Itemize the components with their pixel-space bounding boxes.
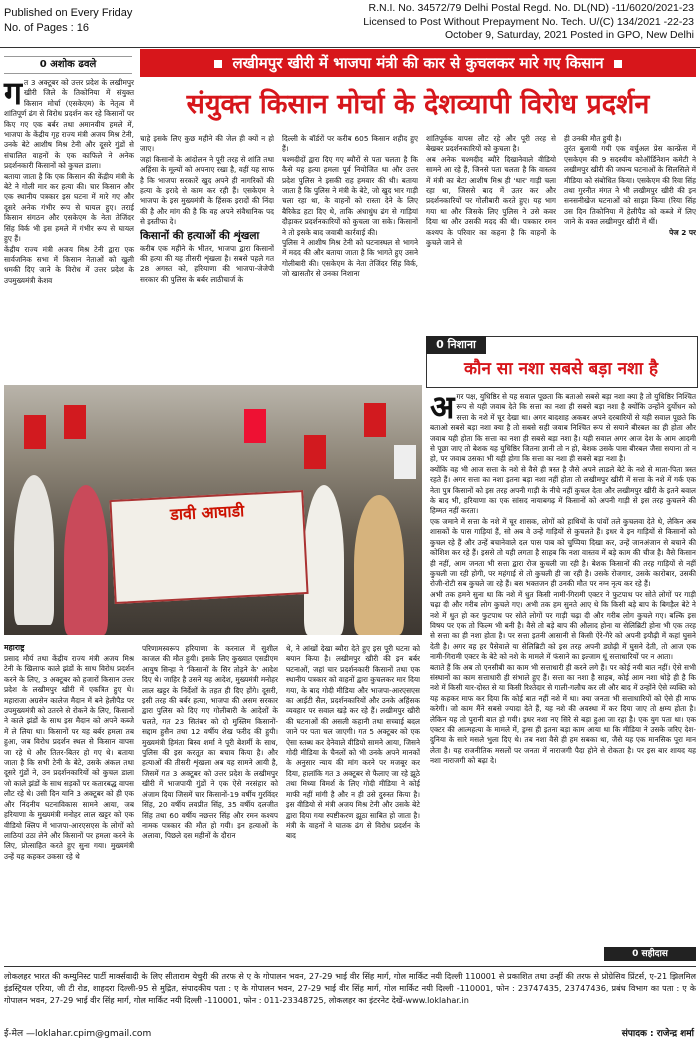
article-column-4 xyxy=(426,134,556,332)
masthead-left xyxy=(4,6,132,36)
masthead-right xyxy=(363,2,694,43)
protest-photo xyxy=(4,385,422,635)
square-bullet-icon xyxy=(614,60,622,68)
nishana-para-2: क्योंकि वह भी आज सत्ता के नशे से वैसे ही त्रस्त है जैसे अपने लाडले बेटे के नशे से माता-पिता त्रस्त रहते हैं। अगर सत्ता का नशा इतना बड़ा नशा नहीं होता तो लखीमपुर खीरी में सत्ता के नशे में गर्क एक नेता पुत्र किसानों को इस तरह अपनी गाड़ी के नीचे नहीं कुचल देता और लखीमपुर खीरी के इतने बवाल के बाद भी, हरियाणा का एक सांसद नायाबगढ़ में किसानों को अपनी गाड़ी से इस तरह कुचलने की हिम्मत नहीं करता। xyxy=(430,464,696,516)
drop-cap: ग xyxy=(4,74,23,112)
license-line: Licensed to Post Without Prepayment No. Tech. U/(C) 134/2021 -22-23 xyxy=(363,15,694,28)
article-column-2 xyxy=(140,134,274,380)
nishana-tag: 0 निशाना xyxy=(426,336,486,354)
nishana-body xyxy=(430,392,696,944)
main-headline: संयुक्त किसान मोर्चा के देशव्यापी विरोध प्रदर्शन xyxy=(186,89,650,120)
col3-para-3: करीब एक महीने के भीतर, भाजपा द्वारा किसानों की हत्या की यह तीसरी शृंखला है। सबसे पहले गत 28 अगस्त को, हरियाणा की भाजपा-जेजेपी सरकार की पुलिस के बर्बर लाठीचार्ज के xyxy=(140,243,274,284)
subheading: किसानों की हत्याओं की शृंखला xyxy=(140,229,260,242)
col5-para-1: शांतिपूर्वक वापस लौट रहे और पूरी तरह से बेखबर प्रदर्शनकारियों को कुचला है। xyxy=(426,134,556,154)
registration-line: R.N.I. No. 34572/79 Delhi Postal Regd. No. DL(ND) -11/6020/2021-23 xyxy=(368,2,694,14)
article-column-1 xyxy=(4,74,134,286)
article-column-3 xyxy=(282,134,418,382)
lower-col1-text: प्रसाद मौर्य तथा केंद्रीय राज्य मंत्री अजय मिश्र टेनी के खिलाफ काले झंडों के साथ विरोध प्रदर्शन करने के लिए, 3 अक्टूबर को हजारों किसान उत्तर प्रदेश के लखीमपुर खीरी में एकत्रित हुए थे। महाराजा अग्रसेन कालेज मैदान में बने हेलीपैड पर उपमुख्यमंत्री को उतरने से रोकने के लिए, किसानों ने काले झंडों के साथ इस मैदान को अपने कब्जे में ले लिया था। किसानों पर यह बर्बर हमला तब हुआ, जब विरोध प्रदर्शन स्थल से किसान वापस जा रहे थे और तितर-बितर हो गए थे। बताया जाता है कि सभी टेनी के बेटे, उसके अंकल तथा दूसरे गुंडों ने, उन प्रदर्शनकारियों को कुचल डाला जो काले झंडों के साथ सड़कों पर कतारबद्ध वापस लौट रहे थे। उसी दिन यानि 3 अक्टूबर को ही एक और निंदनीय घटनाविकास सामने आया, जब हरियाणा के मुख्यमंत्री मनोहर लाल खट्टर को एक वीडियो क्लिप में भाजपा-आरएसएस के लोगों को लाठियां उठा लेने और किसानों पर हमला करने के लिए, प्रोत्साहित करते हुए सुना गया। मुख्यमंत्री उन्हें यह कहकर उकसा रहे थे xyxy=(4,654,134,861)
red-flag-icon xyxy=(304,435,326,469)
col4-para-2: चश्मदीदों द्वारा दिए गए ब्यौरों से पता चलता है कि कैसे यह हत्या हमला पूर्व नियोजित था और उत्तर प्रदेश पुलिस ने इसकी राह हमवार की थी। बताया जाता है कि पुलिस ने मंत्री के बेटे, जो खुद भार गाड़ी चला रहा था, के वाहनों को रास्ता देने के लिए बैरिकेड हटा दिए थे, ताकि अंधाधुंध ढंग से गाड़ियां दौड़ाकर प्रदर्शनकारियों को कुचला जा सके। किसानों ने तो इसके बाद जवाबी कार्रवाई की। xyxy=(282,154,418,237)
editor-credit: संपादक : राजेन्द्र शर्मा xyxy=(621,1029,694,1039)
nishana-para-5: बताते हैं कि अब तो एनसीबी का काम भी सत्ताधारी ही करने लगे हैं। पर कोई नयी बात नहीं। ऐसे सभी संस्थानों का काम सत्ताधारी ही संभाले हुए हैं। सत्ता का नशा है साहब, कोई आम नशा थोड़े ही है कि नशे में किसी यार-दोस्त से या किसी रिश्तेदार से गाली-गलौच कर ली और बाद में उन्होंने ऐसे व्यक्ति को यह कहकर माफ कर दिया कि कोई बात नहीं नशे में था। क्या जनता भी सत्ताधारियों को ऐसे ही माफ करेगी। जो काम मैंने सबसे ज्यादा देते हैं, यह नशे की अवस्था में कर दिया जाए तो क्षम्य होता है। लेकिन यह तो पुरानी बात हो गयी। इधर नशा नए सिरे से बड़ा हुआ जा रहा है। एक युग पता था। एक एक्टर की आत्महत्या के मामले में, ड्रग्स ही इतना बड़ा काम आया था कि मीडिया ने उसके जरिए देश-दुनिया के सारे मसले भुला दिए थे। तब नशा वैसे ही हम सबका था, जैसे यह एक मानसिक पूरा मान लेता है। यह राजनीतिक मसलों पर जनता में नाराजगी पैदा होने से रोकता है। पर इस बार शायद यह नशा नाराजगी को बढ़ा दे। xyxy=(430,662,696,766)
col1-para-1: त 3 अक्टूबर को उत्तर प्रदेश के लखीमपुर खीरी जिले के तिकोनिया में संयुक्त किसान मोर्चा (एसकेएम) के नेतृत्व में शांतिपूर्ण ढंग से विरोध प्रदर्शन कर रहे किसानों पर किए गए एक बर्बर तथा अमानवीय हमले में, भाजपा के केंद्रीय गृह राज्य मंत्री अजय मिश्र टेनी, उनके बेटे आशीष मिश्र टेनी और दूसरे गुंडों से संचालित वाहनों के एक काफिले ने अनेक प्रदर्शनकारी किसानों को कुचल डाला। xyxy=(4,78,134,171)
protester-figure xyxy=(64,485,108,635)
author-byline: 0 अशोक ढवले xyxy=(4,56,132,74)
nishana-byline: 0 सहीदास xyxy=(604,947,696,961)
red-flag-icon xyxy=(64,405,86,439)
continued-on: पेज 2 पर xyxy=(669,227,696,237)
col4-para-3: पुलिस ने आशीष मिश्र टेनी को घटनास्थल से भागने में मदद की और बताया जाता है कि भागते हुए उसने गोलीबारी की। एसकेएम के नेता तेजिंदर सिंह विर्क, जो खासतौर से उनका निशाना xyxy=(282,238,418,279)
col5-para-2: अब अनेक चश्मदीद ब्यौरे दिखानेवाले वीडियो सामने आ रहे हैं, जिनसे पता चलता है कि वास्तव में मंत्री का बेटा आशीष मिश्र ही 'थार' गाड़ी चला रहा था, जिससे बाद में उतर कर और प्रदर्शनकारियों पर गोलीबारी करते हुए। यह भाग गया था और जिसके लिए पुलिस ने उसे कवर दिया था और उसकी मदद की थी। पत्रकार रमन कश्यप के परिवार का कहना है कि वाहनों के कुचले जाने से xyxy=(426,154,556,248)
date-line: October 9, Saturday, 2021 Posted in GPO, New Delhi xyxy=(444,29,694,41)
protester-figure xyxy=(304,485,344,635)
top-headline: लखीमपुर खीरी में भाजपा मंत्री की कार से कुचलकर मारे गए किसान xyxy=(232,54,604,72)
lower-column-2 xyxy=(142,644,278,960)
red-flag-icon xyxy=(364,403,386,437)
protester-figure xyxy=(354,495,404,635)
page-count: No. of Pages : 16 xyxy=(4,22,89,34)
imprint-text: लोकलहर भारत की कम्युनिस्ट पार्टी मार्क्सवादी के लिए सीताराम येचुरी की तरफ से ए के गोपालन भवन, 27-29 भाई वीर सिंह मार्ग, गोल मार्किट नयी दिल्ली 110001 से प्रकाशित तथा उन्हीं की तरफ से प्रोग्रेसिव प्रिंटर्स, ए-21 झिलमिल इंडस्ट्रियल एरिया, जी टी रोड, शाहदरा दिल्ली-95 से मुद्रित, संपादकीय पता : ए के गोपालन भवन, 27-29 भाई वीर सिंह मार्ग, गोल मार्किट नयी दिल्ली -110001, फोन : 23747435, 23747436, प्रबंध विभाग का पता : ए के गोपालन भवन, 27-29 भाई वीर सिंह मार्ग, गोल मार्किट नयी दिल्ली -110001, फोन : 011-23348725, लोकलहर का इंटरनेट देखें-www.loklahar.in xyxy=(4,971,696,1005)
article-column-5 xyxy=(564,134,696,334)
nishana-title: कौन सा नशा सबसे बड़ा नशा है xyxy=(463,359,659,379)
col3-para-2: जहां किसानों के आंदोलन ने पूरी तरह से शांति तथा अहिंसा के मूल्यों को अपनाए रखा है, वहीं यह साफ है कि भाजपा सरकारें खुद अपने ही नागरिकों की हत्या के इरादे से काम कर रही हैं। एसकेएम ने भाजपा के इस मुख्यमंत्री के हिंसक इरादों की निंदा की है और मांग की है कि वह अपने संवैधानिक पद से इस्तीफा दे। xyxy=(140,154,274,227)
red-flag-icon xyxy=(24,415,46,449)
col3-para-1: चाहे इसके लिए कुछ महीने की जेल ही क्यों न हो जाए। xyxy=(140,134,274,154)
col4-para-1: दिल्ली के बॉर्डरों पर करीब 605 किसान शहीद हुए हैं। xyxy=(282,134,418,154)
lower-column-3 xyxy=(286,644,420,960)
lower-column-1 xyxy=(4,654,134,960)
nishana-para-1: गर पक्ष, युधिष्ठिर से यह सवाल पूछता कि बताओ सबसे बड़ा नशा क्या है तो युधिष्ठिर निश्चित रूप से यही जवाब देते कि सत्ता का नशा ही सबसे बड़ा नशा है क्योंकि उन्होंने दुर्योधन को सत्ता के नशे में चूर देखा था। अगर बादशाह अकबर अपने दरबारियों से यही सवाल पूछते कि बताओ सबसे बड़ा नशा क्या है तो सबसे सही जवाब निश्चित रूप से सयाने बीरबल का ही होता और जवाब यही होता कि सत्ता का नशा ही सबसे बड़ा नशा है। यही सवाल अगर आज देश के आम आदमी से पूछा जाए तो बेशक यह युधिष्ठिर जितना ज्ञानी तो न हो, बेशक उसके पास बीरबल जैसा सयाना तो न हो, पर जवाब उसका भी यही होगा कि सत्ता का नशा ही सबसे बड़ा नशा है। xyxy=(430,392,696,464)
nishana-drop-cap: अ xyxy=(430,392,455,426)
protester-figure xyxy=(14,475,54,625)
imprint xyxy=(4,966,696,1006)
banner-text: डावी आघाडी xyxy=(169,501,245,524)
square-bullet-icon xyxy=(214,60,222,68)
imprint-email: ई-मेल —loklahar.cpim@gmail.com xyxy=(4,1029,152,1039)
lower-col3-text: थे, ने आंखों देखा ब्यौरा देते हुए इस पूरी घटना को बयान किया है। लखीमपुर खीरी की इन बर्बर घटनाओं, जहां चार प्रदर्शनकारी किसानों तथा एक स्थानीय पत्रकार को वाहनों द्वारा कुचलकर मार दिया गया, के बाद गोदी मीडिया और भाजपा-आरएसएस का आईटी सैल, प्रदर्शनकारियों और उनके अहिंसक व्यवहार पर सवाल खड़े कर रहे हैं। लखीमपुर खीरी की घटनाओं की असली कहानी तथा सच्चाई बदल जाने पर पता चल जाएगी। गत 5 अक्टूबर को एक ऐसा स्तब्ध कर देनेवाले वीडियो सामने आया, जिसने गोदी मीडिया के चैनलों को भी उनके अपने मानकों के अनुसार न्याय की मांग करने पर मजबूर कर दिया, हालांकि गत 3 अक्टूबर से फैलाए जा रहे झूठे तथा मिथ्या विमर्श के लिए गोदी मीडिया ने कोई माफी नहीं मांगी है और न ही उसे दुरुस्त किया है। इस वीडियो से मंत्री अजय मिश्र टेनी और उसके बेटे द्वारा दिया गया स्पष्टीकरण झूठा साबित हो जाता है। मंत्री के वाहनों ने घातक ढंग से विरोध प्रदर्शन के बाद xyxy=(286,644,420,841)
col1-para-3: केंद्रीय राज्य मंत्री अजय मिश्र टेनी द्वारा एक सार्वजनिक सभा में किसान नेताओं को खुली धमकी दिए जाने के विरोध में उत्तर प्रदेश के उपमुख्यमंत्री केशव xyxy=(4,244,134,285)
col6-para-2: तुरंत बुलायी गयी एक वर्चुअल प्रेस कान्फ्रेंस में एसकेएम की 9 सदस्यीय कोऑर्डिनेशन कमेटी ने लखीमपुर खीरी की जघन्य घटनाओं के सिलसिले में मीडिया को संबोधित किया। एसकेएम की रिवा सिंह तथा गुरनीत मंगत ने भी लखीमपुर खीरी की इन सनसनीखेज घटनाओं को साझा किया (रिया सिंह उस दिन तिकोनिया में हेलीपैड को कब्जे में लिए जाने के वक्त लखीमपुर खीरी में थीं। xyxy=(564,144,696,227)
red-flag-icon xyxy=(244,409,266,443)
col1-para-2: बताया जाता है कि एक किसान की केंद्रीय मंत्री के बेटे ने गोली मार कर हत्या की। चार किसान और एक स्थानीय पत्रकार इस घटना में मारे गए और दूसरे अनेक गंभीर रूप से घायल हुए। तराई किसान संगठन और एसकेएम के नेता तेजिंदर सिंह विर्क भी इस हमले में गंभीर रूप से घायल हुए हैं। xyxy=(4,171,134,244)
top-headline-bar xyxy=(140,49,696,77)
photo-caption: महाराष्ट्र xyxy=(4,643,25,652)
published-frequency: Published on Every Friday xyxy=(4,7,133,19)
white-flag-icon xyxy=(394,445,416,479)
protest-banner xyxy=(109,490,308,604)
col6-para-1: ही उनकी मौत हुयी है। xyxy=(564,134,622,143)
lower-col2-text: परिणामस्वरूप हरियाणा के करनाल में सुशील काजल की मौत हुयी। इसके लिए कुख्यात एसडीएम आयुष सिन्हा ने 'किसानों के सिर तोड़ने के' आदेश दिए थे। जाहिर है उसने यह आदेश, मुख्यमंत्री मनोहर लाल खट्टर के निर्देशों के तहत ही दिए होंगे। दूसरी, इसी तरह की बर्बर हत्या, भाजपा की असम सरकार द्वारा पुलिस को दिए गए गोलीबारी के आदेशों के चलते, गत 23 सितंबर को दो मुस्लिम किसानों-सद्दाम हुसैन तथा 12 वर्षीय शेख फरीद की हुयी। मुख्यमंत्री हिमंता बिस्व शर्मा ने पूरी बेशर्मी के साथ, पुलिस की इस करतूत का बचाव किया है। और हत्याओं की तीसरी शृंखला अब यह सामने आयी है, जिसमें गत 3 अक्टूबर को उत्तर प्रदेश के लखीमपुर खीरी में भाजपायी गुंडों ने एक ऐसे नरसंहार को अंजाम दिया जिसमें चार किसानों-19 वर्षीय गुरविंदर सिंह, 20 वर्षीय लवप्रीत सिंह, 35 वर्षीय दलजीत सिंह तथा 60 वर्षीय नछत्तर सिंह और रमन कश्यप नामक पत्रकार की मौत हो गयी। इन हत्याओं के अलावा, पिछले दस महीनों के दौरान xyxy=(142,644,278,841)
nishana-para-4: अभी तक हमने सुना था कि नशे में धुत किसी नामी-गिरामी एक्टर ने फुटपाथ पर सोते लोगों पर गाड़ी चढ़ा दी और गरीब लोग कुचले गए। अभी तक हम सुनते आए थे कि किसी बड़े बाप के बिगड़ैल बेटे ने नशे में धुत हो कर फुटपाथ पर सोते लोगों पर गाड़ी चढ़ा दी और गरीब लोग कुचले गए। बल्कि इस विषय पर एक तो फिल्म भी बनी है। वैसे तो बड़े बाप की औलाद होना या सेलिब्रिटी होना भी एक तरह से सत्ता का ही नशा होता है। पर सत्ता इतनी आसानी से किसी ऐरे-गैरे को अपनी इयौढ़ी में कहां घुसने देती है। अगर वह हर पैसेवाले या सेलिब्रिटी को इस तरह अपनी ड्योढ़ी में घुसने देती, तो आज एक नामी-गिरामी एक्टर के बेटे को नशे के मामले में फंसाने का इल्जाम धूं सत्ताधारियों पर न आता। xyxy=(430,589,696,662)
nishana-para-3: एक जमाने में सत्ता के नशे में चूर शासक, लोगों को हाथियों के पांवों तले कुचलवा देते थे, लेकिन अब शासकों के पास गाड़ियां हैं, सो अब वे उन्हें गाड़ियों से कुचलते हैं। इधर वे इन गाड़ियों से किसानों को कुचल रहे हैं और उन्हें बचानेवाले दल पास पाब को चुप्पिया दिखा कर, उन्हें जानअंजान से बचाने की कोशिश कर रहे हैं। इससे तो यही लगता है साहब कि नशा वास्तव में बड़े काम की चीज है। वैसे किसान ही नहीं, आम जनता भी सत्ता द्वारा रोज कुचली जा रही है। बेशक किसानों की तरह गाड़ियों से नहीं कुचली जा रही होगी, पर महंगाई से तो कुचली ही जा रही है। उसके रोजगार, उसके कारोबार, उसकी रोजी-रोटी सब कुचले जा रहे हैं। बस भक्तजन ही उनकी मौत पर नग्न नृत्य कर रहे हैं। xyxy=(430,516,696,589)
masthead-rule xyxy=(0,47,700,48)
